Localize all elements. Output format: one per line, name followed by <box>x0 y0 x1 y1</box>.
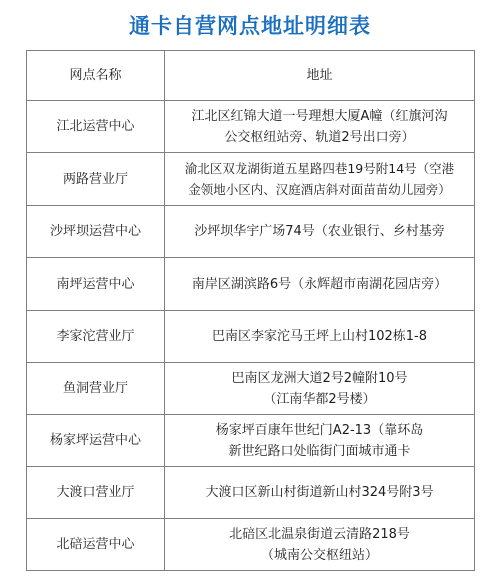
address-line: 北碚区北温泉街道云清路218号 <box>229 526 410 542</box>
table-row <box>27 467 475 519</box>
outlet-name: 南坪运营中心 <box>27 258 165 311</box>
outlet-address <box>165 153 475 206</box>
table-row <box>27 415 475 467</box>
table-row <box>27 311 475 363</box>
outlet-name: 鱼洞营业厅 <box>27 363 165 415</box>
outlet-address <box>165 258 475 311</box>
table-row <box>27 153 475 206</box>
address-line: 沙坪坝华宇广场74号（农业银行、乡村基旁 <box>194 224 445 239</box>
address-line: 巴南区李家沱马王坪上山村102栋1-8 <box>211 329 428 344</box>
header-address: 地址 <box>165 51 475 101</box>
outlet-name: 江北运营中心 <box>27 101 165 153</box>
address-line: 渝北区双龙湖街道五星路四巷19号附14号（空港 <box>184 161 455 176</box>
outlet-name: 李家沱营业厅 <box>27 311 165 363</box>
address-line: 新世纪路口处临街门面城市通卡 <box>228 443 411 459</box>
address-line: （江南华都2号楼） <box>263 391 376 407</box>
table-row <box>27 258 475 311</box>
page-title: 通卡自营网点地址明细表 <box>129 14 371 38</box>
address-line: 杨家坪百康年世纪门A2-13（靠环岛 <box>215 422 424 438</box>
outlet-address <box>165 467 475 519</box>
address-line: 公交枢纽站旁、轨道2号出口旁） <box>224 129 415 145</box>
address-line: 大渡口区新山村街道新山村324号附3号 <box>205 485 434 500</box>
outlet-name: 北碚运营中心 <box>27 519 165 571</box>
outlet-address <box>165 415 475 467</box>
outlet-address <box>165 101 475 153</box>
table-row <box>27 519 475 571</box>
outlet-address <box>165 363 475 415</box>
table-row <box>27 206 475 258</box>
outlet-name: 杨家坪运营中心 <box>27 415 165 467</box>
outlet-address <box>165 519 475 571</box>
address-line: 南岸区湖滨路6号（永辉超市南湖花园店旁） <box>191 276 448 292</box>
address-line: 金领地小区内、汉庭酒店斜对面苗苗幼儿园旁） <box>188 182 451 197</box>
header-outlet-name: 网点名称 <box>27 51 165 101</box>
outlet-name: 两路营业厅 <box>27 153 165 206</box>
table-row <box>27 101 475 153</box>
address-line: （城南公交枢纽站） <box>260 547 378 563</box>
outlet-name: 沙坪坝运营中心 <box>27 206 165 258</box>
address-line: 巴南区龙洲大道2号2幢附10号 <box>231 370 408 386</box>
address-line: 江北区红锦大道一号理想大厦A幢（红旗河沟 <box>191 108 448 124</box>
outlet-name: 大渡口营业厅 <box>27 467 165 519</box>
outlet-address <box>165 206 475 258</box>
table-header-row <box>27 51 475 101</box>
address-table <box>26 50 475 571</box>
outlet-address <box>165 311 475 363</box>
table-row <box>27 363 475 415</box>
